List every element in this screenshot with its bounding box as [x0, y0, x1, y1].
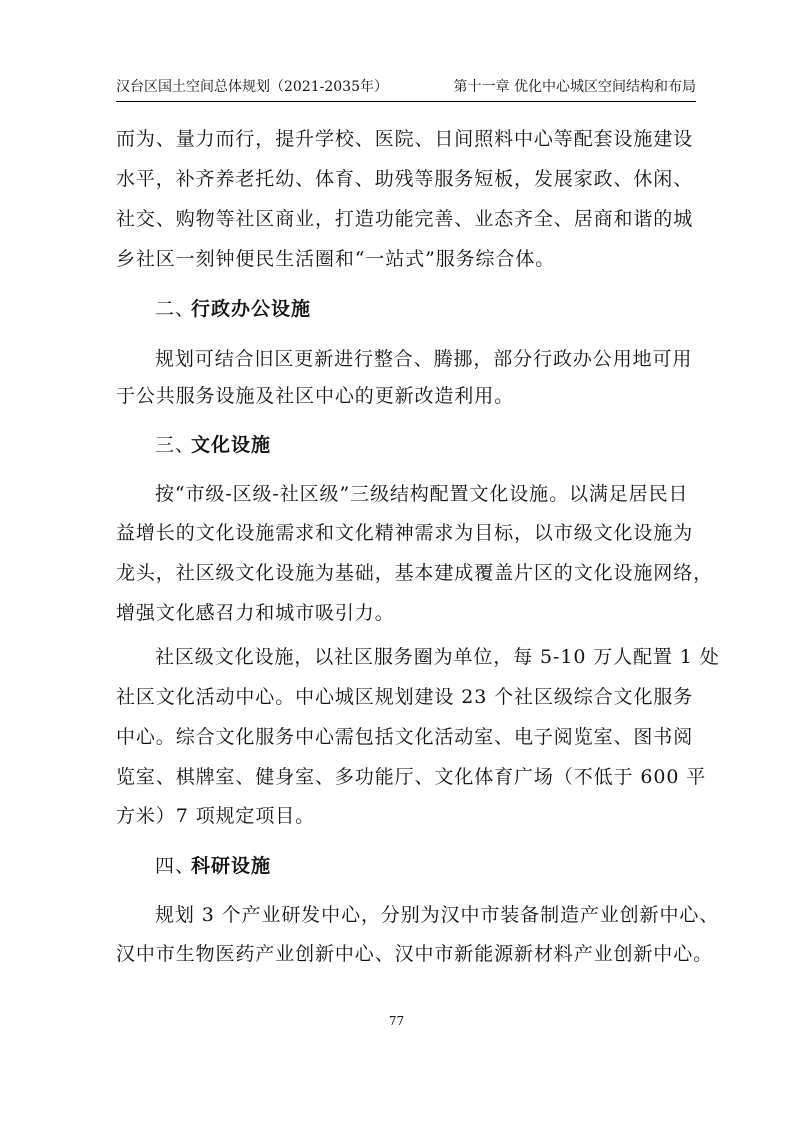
section-heading-admin: [155, 293, 735, 325]
paragraph-line: 增强文化感召力和城市吸引力。: [116, 602, 395, 624]
page-number: 77: [388, 1014, 405, 1028]
paragraph-line: 益增长的文化设施需求和文化精神需求为目标，以市级文化设施为: [116, 522, 694, 544]
section-title: 文化设施: [191, 434, 272, 456]
page-header: [116, 76, 696, 98]
paragraph-line: 社区级文化设施，以社区服务圈为单位，每 5-10 万人配置 1 处: [155, 646, 720, 668]
section-title: 行政办公设施: [191, 298, 312, 320]
paragraph-line: 乡社区一刻钟便民生活圈和“一站式”服务综合体。: [116, 248, 556, 270]
header-rule: [116, 101, 696, 102]
paragraph-line: 汉中市生物医药产业创新中心、汉中市新能源新材料产业创新中心。: [116, 943, 714, 965]
paragraph-line: 社交、购物等社区商业，打造功能完善、业态齐全、居商和谐的城: [116, 208, 694, 230]
section-number: 四、: [155, 855, 196, 877]
section-number: 二、: [155, 298, 196, 320]
paragraph-line: 龙头，社区级文化设施为基础，基本建成覆盖片区的文化设施网络，: [116, 562, 714, 584]
paragraph-line: 于公共服务设施及社区中心的更新改造利用。: [116, 385, 515, 407]
paragraph-line: 中心。综合文化服务中心需包括文化活动室、电子阅览室、图书阅: [116, 726, 694, 748]
document-title: 汉台区国土空间总体规划（2021-2035年）: [116, 79, 388, 95]
section-heading-culture: [155, 429, 735, 461]
paragraph-line: 而为、量力而行，提升学校、医院、日间照料中心等配套设施建设: [116, 128, 694, 150]
paragraph-line: 规划 3 个产业研发中心，分别为汉中市装备制造产业创新中心、: [155, 904, 720, 926]
paragraph-line: 览室、棋牌室、健身室、多功能厅、文化体育广场（不低于 600 平: [116, 766, 707, 788]
chapter-title: 第十一章 优化中心城区空间结构和布局: [453, 79, 696, 95]
paragraph-line: 规划可结合旧区更新进行整合、腾挪，部分行政办公用地可用: [155, 348, 693, 370]
section-heading-research: [155, 850, 735, 882]
section-title: 科研设施: [191, 855, 272, 877]
paragraph-line: 水平，补齐养老托幼、体育、助残等服务短板，发展家政、休闲、: [116, 168, 694, 190]
paragraph-line: 社区文化活动中心。中心城区规划建设 23 个社区级综合文化服务: [116, 686, 694, 708]
paragraph-line: 按“市级-区级-社区级”三级结构配置文化设施。以满足居民日: [155, 483, 689, 505]
section-number: 三、: [155, 434, 196, 456]
paragraph-line: 方米）7 项规定项目。: [116, 805, 316, 827]
